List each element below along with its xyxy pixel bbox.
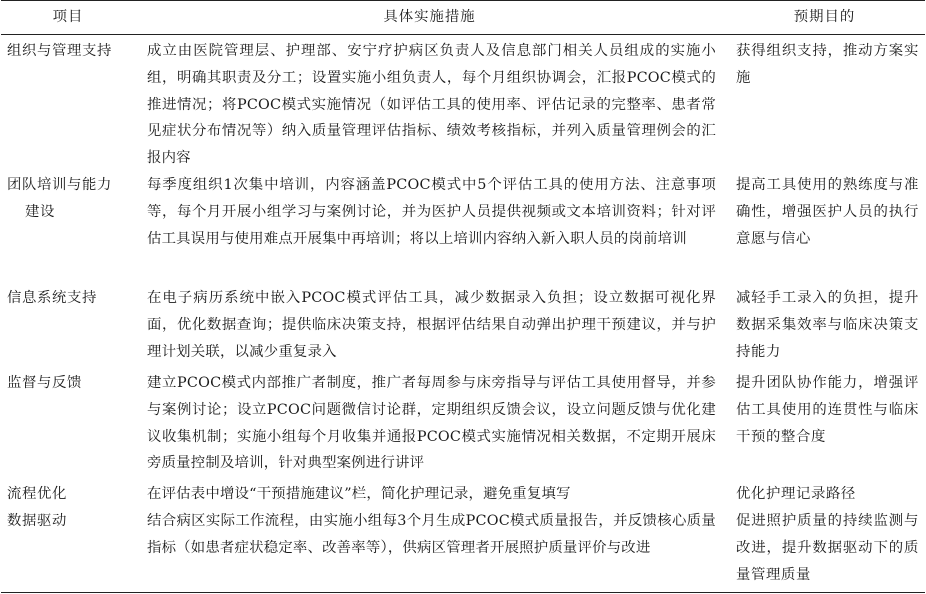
row-measures: 每季度组织1次集中培训，内容涵盖PCOC模式中5个评估工具的使用方法、注意事项等，每个月开展小组学习与案例讨论，并为医护人员提供视频或文本培训资料；针对评估工具误用与使用难点开展集中再培训；将以上培训内容纳入新入职人员的岗前培训 bbox=[147, 176, 716, 247]
row-measures: 在评估表中增设“干预措施建议”栏，简化护理记录，避免重复填写 bbox=[147, 485, 571, 502]
table-header bbox=[1, 1, 925, 35]
row-goal: 减轻手工录入的负担，提升数据采集效率与临床决策支持能力 bbox=[736, 289, 919, 360]
row-goal: 获得组织支持，推动方案实施 bbox=[736, 43, 919, 86]
row-item: 数据驱动 bbox=[1, 508, 135, 593]
row-measures: 结合病区实际工作流程，由实施小组每3个月生成PCOC模式质量报告，并反馈核心质量指标（如患者症状稳定率、改善率等），供病区管理者开展照护质量评价与改进 bbox=[135, 508, 724, 593]
table-row bbox=[1, 172, 925, 285]
row-measures: 建立PCOC模式内部推广者制度，推广者每周参与床旁指导与评估工具使用督导，并参与案例讨论；设立PCOC问题微信讨论群，定期组织反馈会议，设立问题反馈与优化建议收集机制；实施小组每个月收集并通报PCOC模式实施情况相关数据，不定期开展床旁质量控制及培训，针对典型案例进行讲评 bbox=[147, 374, 716, 472]
header-goal: 预期目的 bbox=[724, 1, 925, 35]
header-measures: 具体实施措施 bbox=[135, 1, 724, 35]
header-item: 项目 bbox=[1, 1, 135, 35]
row-measures: 在电子病历系统中嵌入PCOC模式评估工具，减少数据录入负担；设立数据可视化界面，优化数据查询；提供临床决策支持，根据评估结果自动弹出护理干预建议，并与护理计划关联，以减少重复录入 bbox=[147, 289, 716, 360]
table-body bbox=[1, 35, 925, 593]
table-row bbox=[1, 285, 925, 370]
header-row bbox=[1, 1, 925, 35]
row-item-line2: 建设 bbox=[25, 203, 55, 220]
row-item bbox=[1, 172, 135, 285]
row-goal: 优化护理记录路径 bbox=[736, 485, 856, 502]
row-item-line1: 团队培训与能力 bbox=[7, 176, 112, 193]
table-row bbox=[1, 508, 925, 593]
table-row bbox=[1, 481, 925, 508]
row-goal: 提升团队协作能力，增强评估工具使用的连贯性与临床干预的整合度 bbox=[736, 374, 919, 445]
row-goal: 促进照护质量的持续监测与改进，提升数据驱动下的质量管理质量 bbox=[724, 508, 925, 593]
row-item: 组织与管理支持 bbox=[7, 43, 112, 59]
table-row bbox=[1, 35, 925, 172]
row-measures: 成立由医院管理层、护理部、安宁疗护病区负责人及信息部门相关人员组成的实施小组，明确其职责及分工；设置实施小组负责人，每个月组织协调会，汇报PCOC模式的推进情况；将PCOC模式实施情况（如评估工具的使用率、评估记录的完整率、患者常见症状分布情况等）纳入质量管理评估指标、绩效考核指标，并列入质量管理例会的汇报内容 bbox=[147, 43, 716, 167]
row-goal: 提高工具使用的熟练度与准确性，增强医护人员的执行意愿与信心 bbox=[736, 176, 919, 247]
implementation-table-container bbox=[1, 0, 925, 594]
row-item: 监督与反馈 bbox=[7, 374, 82, 391]
row-item: 流程优化 bbox=[7, 485, 67, 502]
implementation-table bbox=[1, 0, 925, 593]
table-row bbox=[1, 370, 925, 481]
row-item: 信息系统支持 bbox=[7, 289, 97, 306]
